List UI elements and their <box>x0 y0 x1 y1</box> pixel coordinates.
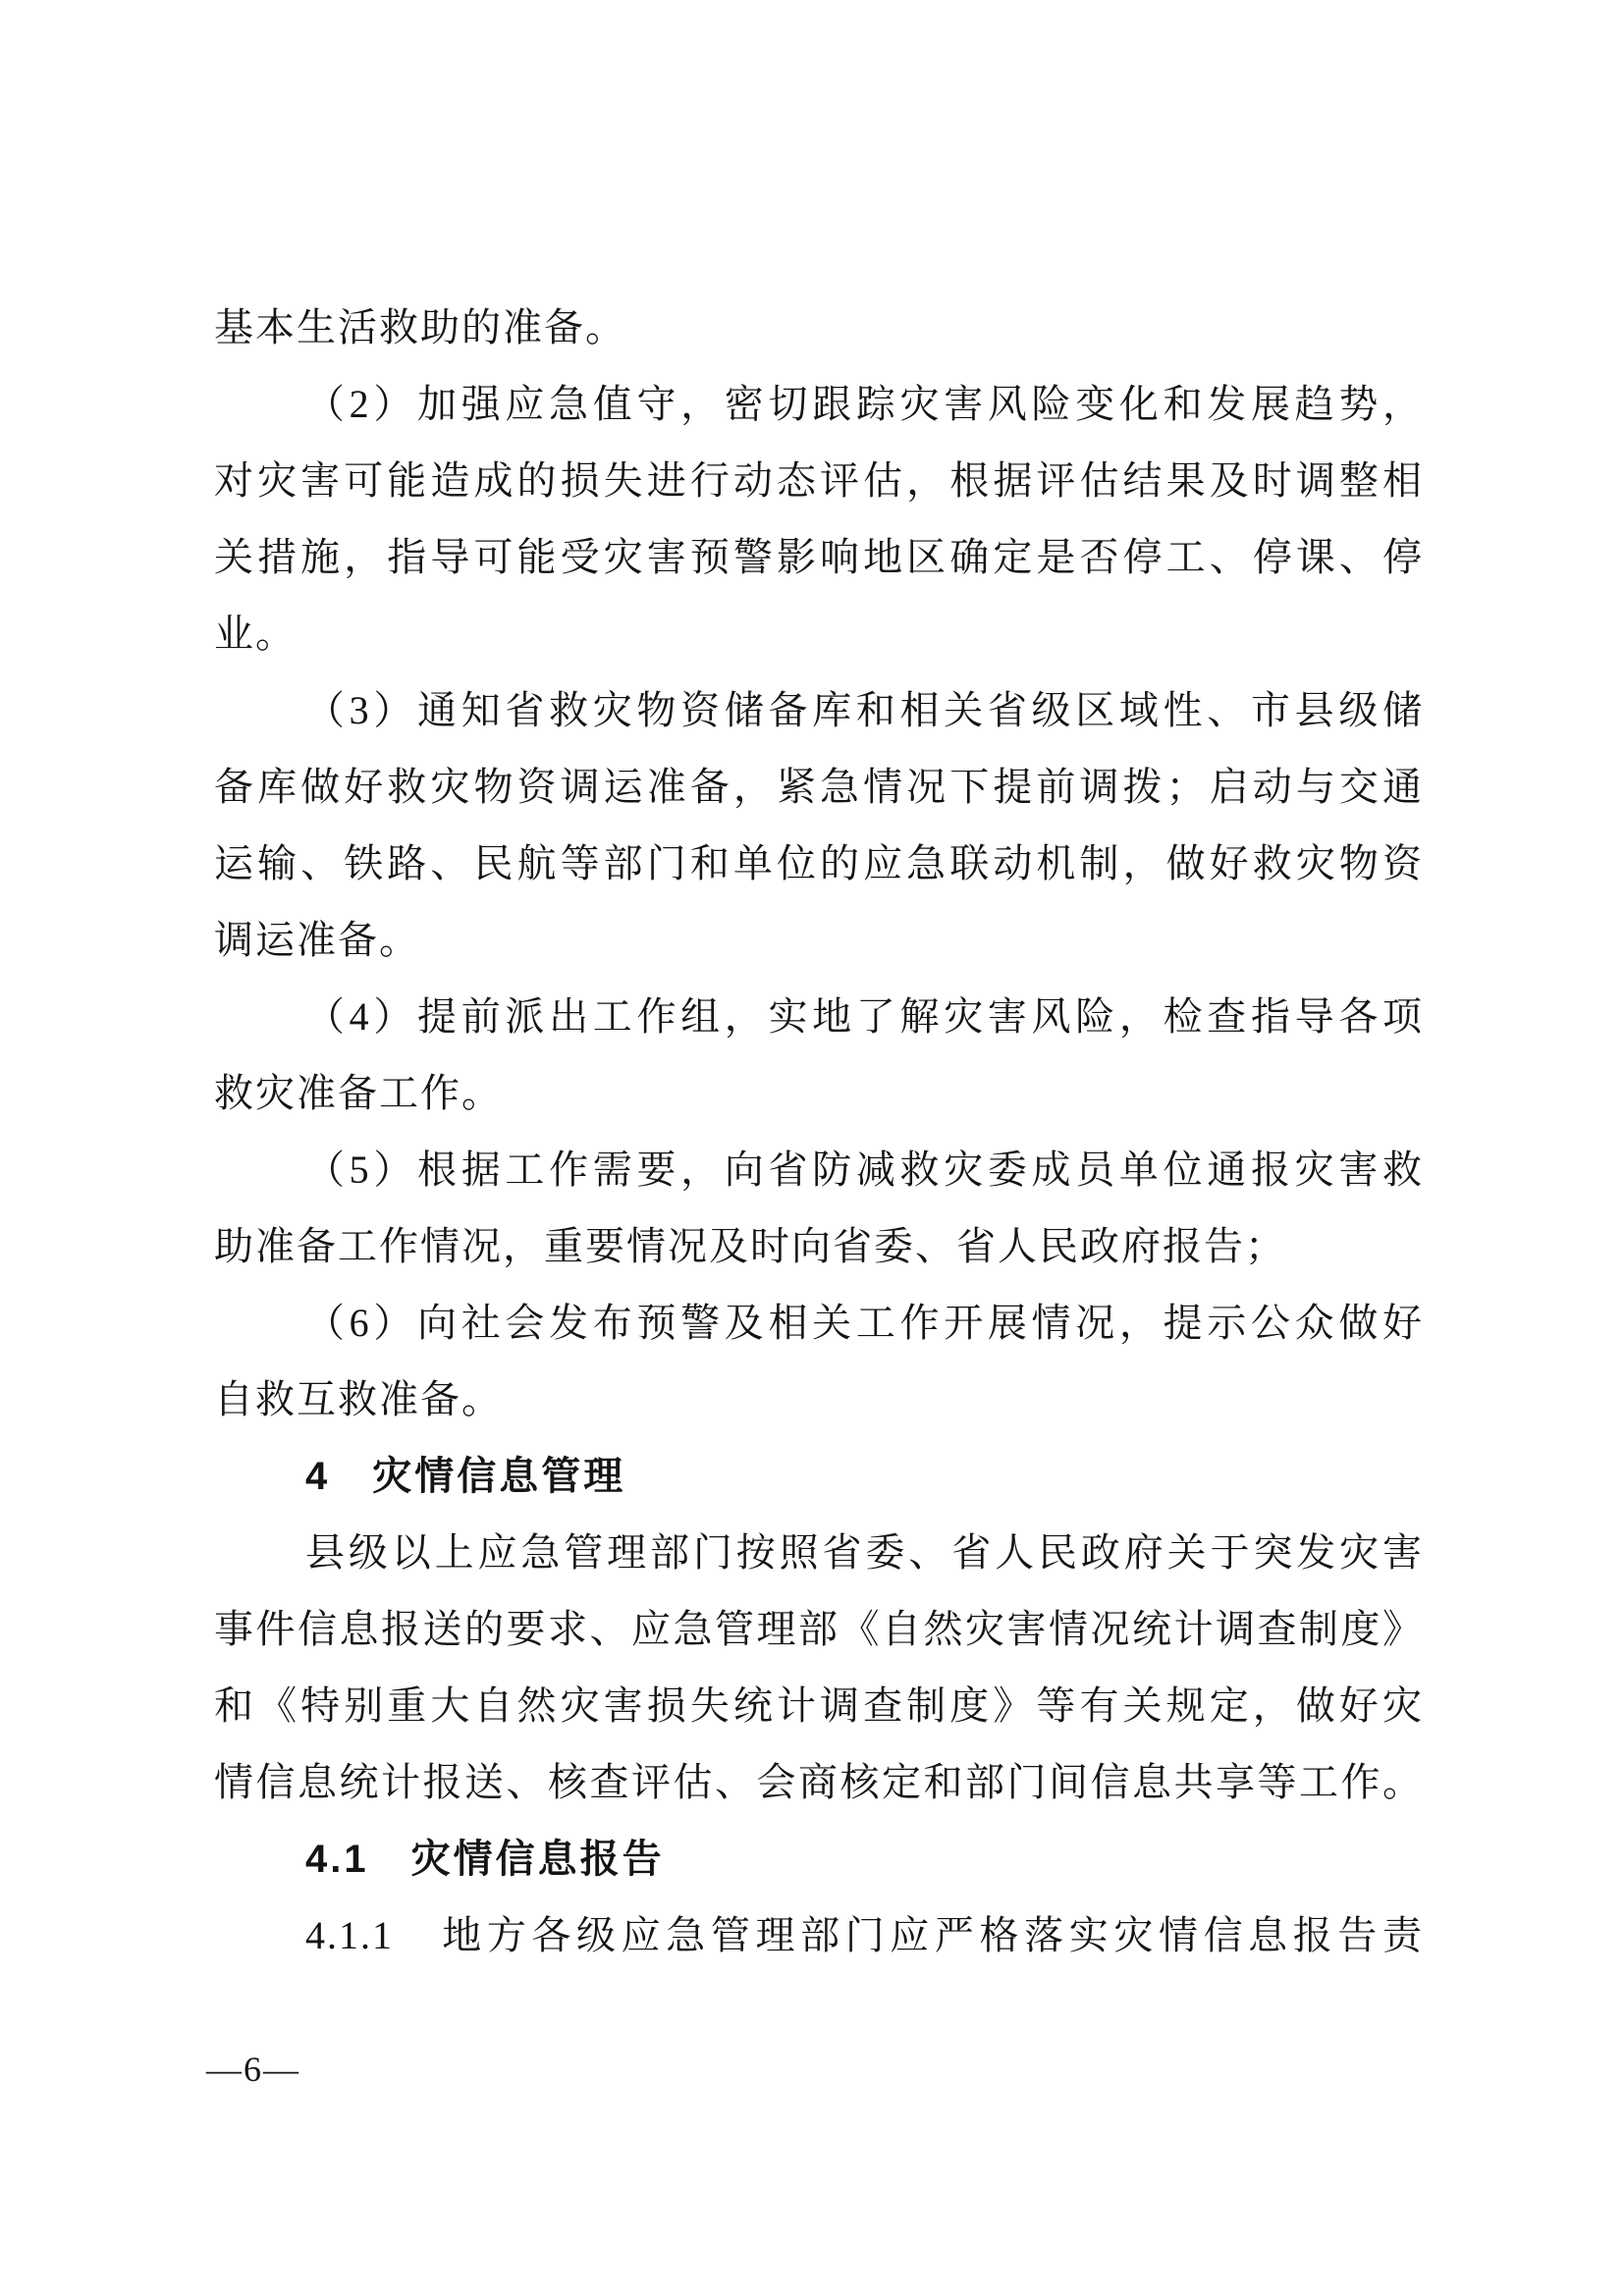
text-line: （6）向社会发布预警及相关工作开展情况，提示公众做好 <box>305 1301 1424 1345</box>
text-line: 基本生活救助的准备。 <box>214 305 626 349</box>
text-line: （3）通知省救灾物资储备库和相关省级区域性、市县级储 <box>305 688 1424 732</box>
document-body <box>214 290 1424 1974</box>
text-line: （2）加强应急值守，密切跟踪灾害风险变化和发展趋势， <box>305 382 1424 426</box>
text-line: 备库做好救灾物资调运准备，紧急情况下提前调拨；启动与交通 <box>214 765 1424 809</box>
section-heading: 4 灾情信息管理 <box>305 1455 626 1498</box>
text-line: 自救互救准备。 <box>214 1377 503 1421</box>
text-line: 和《特别重大自然灾害损失统计调查制度》等有关规定，做好灾 <box>214 1683 1424 1728</box>
text-line: 4.1.1 地方各级应急管理部门应严格落实灾情信息报告责 <box>305 1913 1424 1957</box>
text-line: 县级以上应急管理部门按照省委、省人民政府关于突发灾害 <box>305 1530 1424 1575</box>
text-line: 情信息统计报送、核查评估、会商核定和部门间信息共享等工作。 <box>214 1760 1424 1804</box>
text-line: 对灾害可能造成的损失进行动态评估，根据评估结果及时调整相 <box>214 458 1424 503</box>
text-line: 助准备工作情况，重要情况及时向省委、省人民政府报告； <box>214 1224 1286 1268</box>
text-line: 业。 <box>214 612 297 656</box>
text-line: 运输、铁路、民航等部门和单位的应急联动机制，做好救灾物资 <box>214 841 1424 885</box>
text-line: （5）根据工作需要，向省防减救灾委成员单位通报灾害救 <box>305 1148 1424 1192</box>
text-line: （4）提前派出工作组，实地了解灾害风险，检查指导各项 <box>305 994 1424 1039</box>
page-number: —6— <box>206 2050 300 2089</box>
text-line: 救灾准备工作。 <box>214 1071 503 1115</box>
text-line: 调运准备。 <box>214 918 420 962</box>
section-heading: 4.1 灾情信息报告 <box>305 1838 665 1881</box>
text-line: 事件信息报送的要求、应急管理部《自然灾害情况统计调查制度》 <box>214 1607 1424 1651</box>
text-line: 关措施，指导可能受灾害预警影响地区确定是否停工、停课、停 <box>214 535 1424 579</box>
